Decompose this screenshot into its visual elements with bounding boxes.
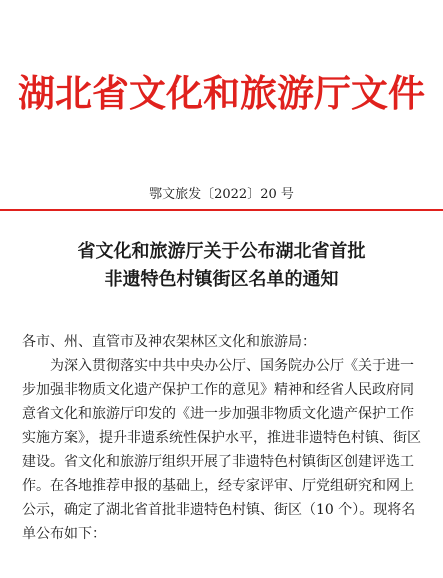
salutation: 各市、州、直管市及神农架林区文化和旅游局：	[22, 334, 316, 350]
title-line: 非遗特色村镇街区名单的通知	[104, 269, 339, 290]
body-text	[22, 354, 432, 546]
red-divider-line	[0, 209, 443, 211]
body-line: 单公布如下：	[22, 526, 106, 542]
document-number: 鄂文旅发〔2022〕20 号	[149, 187, 294, 202]
body-line: 意省文化和旅游厅印发的《进一步加强非物质文化遗产保护工作	[22, 406, 414, 422]
body-line: 建设。省文化和旅游厅组织开展了非遗特色村镇街区创建评选工	[22, 454, 414, 470]
notice-title	[0, 238, 443, 294]
body-line: 作。在各地推荐申报的基础上，经专家评审、厅党组研究和网上	[22, 478, 414, 494]
body-line: 实施方案》，提升非遗系统性保护水平，推进非遗特色村镇、街区	[22, 430, 421, 446]
title-line: 省文化和旅游厅关于公布湖北省首批	[77, 241, 366, 262]
masthead: 湖北省文化和旅游厅文件	[18, 71, 425, 115]
body-line: 为深入贯彻落实中共中央办公厅、国务院办公厅《关于进一	[50, 358, 414, 374]
body-line: 步加强非物质文化遗产保护工作的意见》精神和经省人民政府同	[22, 382, 414, 398]
body-line: 公示，确定了湖北省首批非遗特色村镇、街区（10 个）。现将名	[22, 502, 416, 518]
